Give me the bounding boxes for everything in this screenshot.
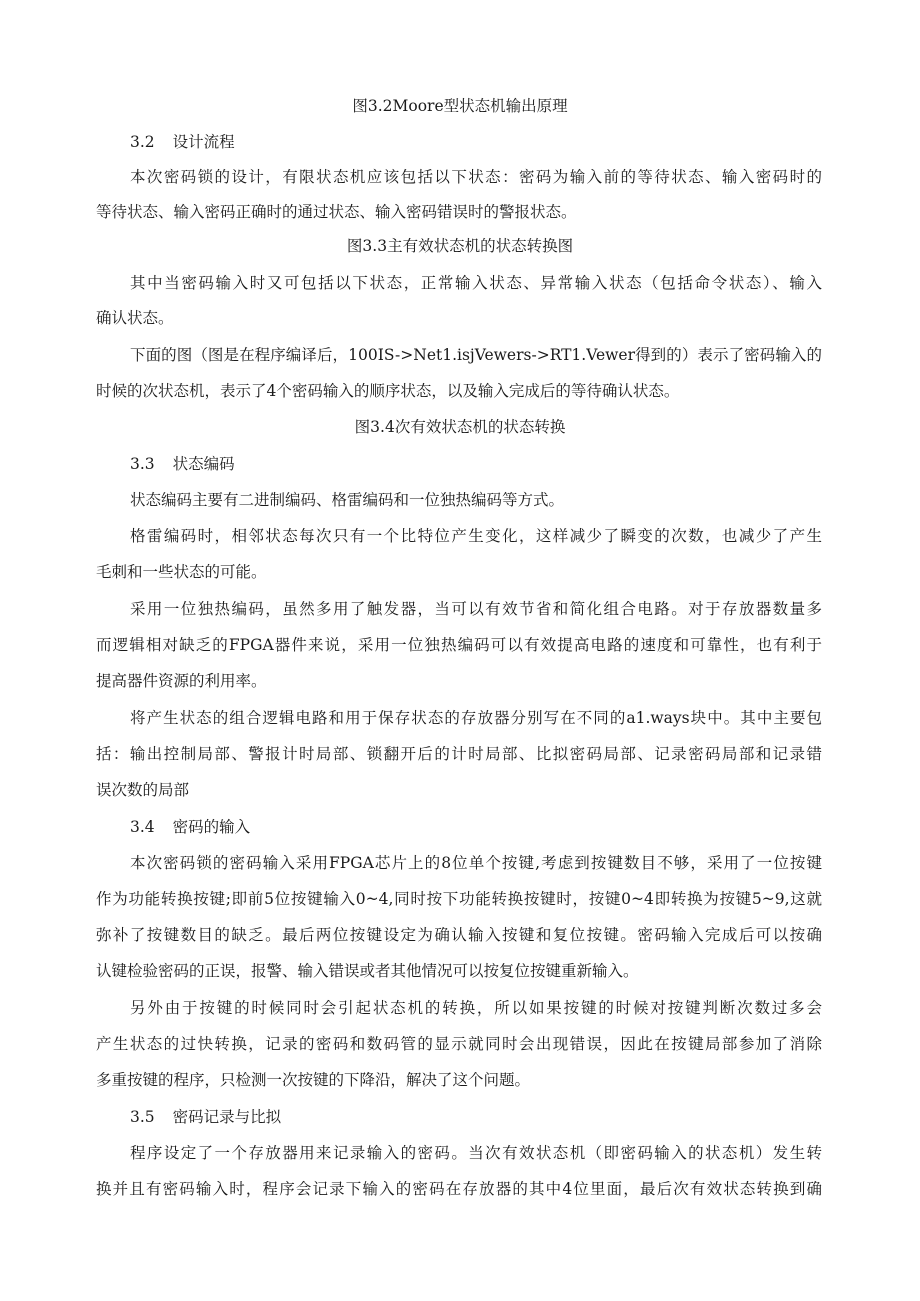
paragraph-line: 其中当密码输入时又可包括以下状态，正常输入状态、异常输入状态（包括命令状态）、输入 <box>130 274 822 292</box>
section-number: 3.2 <box>130 133 155 151</box>
paragraph-line: 多重按键的程序，只检测一次按键的下降沿，解决了这个问题。 <box>96 1071 531 1089</box>
figure-caption-3-3: 图3.3主有效状态机的状态转换图 <box>346 237 574 255</box>
paragraph-line: 另外由于按键的时候同时会引起状态机的转换，所以如果按键的时候对按键判断次数过多会 <box>130 999 822 1017</box>
paragraph-line: 将产生状态的组合逻辑电路和用于保存状态的存放器分别写在不同的a1.ways块中。其中主要包 <box>130 709 822 727</box>
section-heading-3-4 <box>130 816 250 838</box>
paragraph-line: 弥补了按键数目的缺乏。最后两位按键设定为确认输入按键和复位按键。密码输入完成后可以按确 <box>96 926 822 944</box>
section-heading-3-5 <box>130 1106 281 1128</box>
paragraph-line: 误次数的局部 <box>96 781 190 799</box>
paragraph-line: 等待状态、输入密码正确时的通过状态、输入密码错误时的警报状态。 <box>96 203 577 221</box>
paragraph-line: 作为功能转换按键;即前5位按键输入0~4,同时按下功能转换按键时，按键0~4即转换为按键5~9,这就 <box>96 890 822 908</box>
paragraph-line: 采用一位独热编码，虽然多用了触发器，当可以有效节省和简化组合电路。对于存放器数量多 <box>130 600 822 618</box>
section-title: 密码的输入 <box>172 818 251 836</box>
paragraph-line: 程序设定了一个存放器用来记录输入的密码。当次有效状态机（即密码输入的状态机）发生转 <box>130 1144 822 1162</box>
paragraph-line: 本次密码锁的设计，有限状态机应该包括以下状态：密码为输入前的等待状态、输入密码时的 <box>130 168 822 186</box>
paragraph-line: 括：输出控制局部、警报计时局部、锁翻开后的计时局部、比拟密码局部、记录密码局部和记录错 <box>96 745 822 763</box>
paragraph-line: 而逻辑相对缺乏的FPGA器件来说，采用一位独热编码可以有效提高电路的速度和可靠性，也有利于 <box>96 636 822 654</box>
section-number: 3.5 <box>130 1108 155 1126</box>
section-title: 密码记录与比拟 <box>172 1108 282 1126</box>
section-number: 3.4 <box>130 818 155 836</box>
paragraph-line: 产生状态的过快转换，记录的密码和数码管的显示就同时会出现错误，因此在按键局部参加了消除 <box>96 1035 822 1053</box>
section-title: 设计流程 <box>172 133 235 151</box>
paragraph-line: 提高器件资源的利用率。 <box>96 672 267 690</box>
section-number: 3.3 <box>130 455 155 473</box>
section-heading-3-3 <box>130 453 235 475</box>
section-heading-3-2 <box>130 131 235 153</box>
paragraph-line: 时候的次状态机，表示了4个密码输入的顺序状态，以及输入完成后的等待确认状态。 <box>96 382 680 400</box>
figure-caption-3-4: 图3.4次有效状态机的状态转换 <box>354 418 566 436</box>
paragraph-line: 格雷编码时，相邻状态每次只有一个比特位产生变化，这样减少了瞬变的次数，也减少了产生 <box>130 527 822 545</box>
paragraph-line: 确认状态。 <box>96 309 174 327</box>
paragraph-line: 毛刺和一些状态的可能。 <box>96 563 267 581</box>
paragraph-line: 下面的图（图是在程序编译后，100IS->Net1.isjVewers->RT1.Vewer得到的）表示了密码输入的 <box>130 346 822 364</box>
paragraph-line: 本次密码锁的密码输入采用FPGA芯片上的8位单个按键,考虑到按键数目不够，采用了一位按键 <box>130 854 822 872</box>
section-title: 状态编码 <box>172 455 235 473</box>
paragraph-line: 认键检验密码的正误，报警、输入错误或者其他情况可以按复位按键重新输入。 <box>96 962 639 980</box>
paragraph-line: 状态编码主要有二进制编码、格雷编码和一位独热编码等方式。 <box>130 491 565 509</box>
paragraph-line: 换并且有密码输入时，程序会记录下输入的密码在存放器的其中4位里面，最后次有效状态转换到确 <box>96 1180 822 1198</box>
figure-caption-3-2: 图3.2Moore型状态机输出原理 <box>352 97 568 115</box>
